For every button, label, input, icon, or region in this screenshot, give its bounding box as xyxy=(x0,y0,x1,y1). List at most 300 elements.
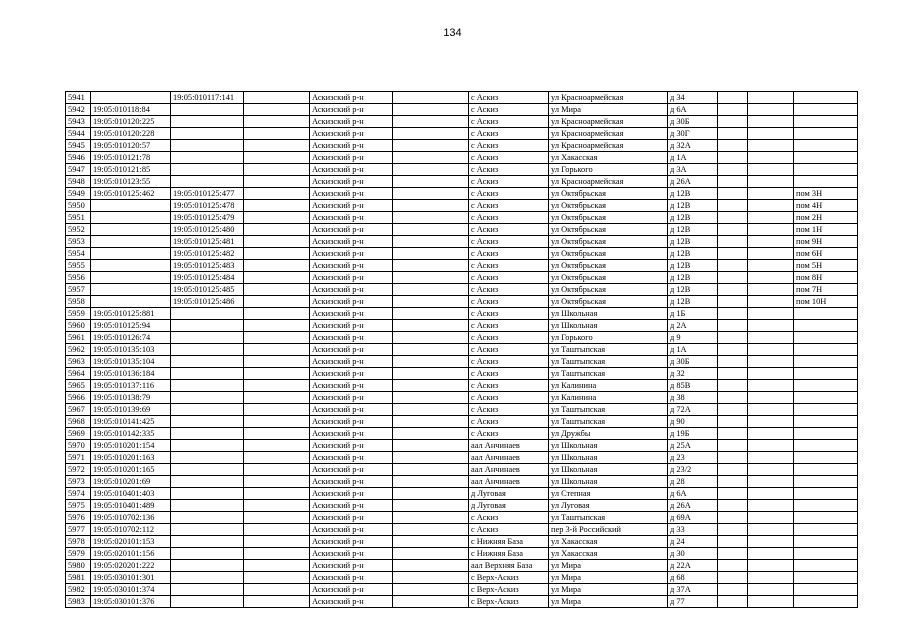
house-cell: д 6А xyxy=(668,488,718,500)
street-cell: ул Горького xyxy=(549,332,668,344)
table-row xyxy=(66,356,858,368)
district-cell: Аскизский р-н xyxy=(310,128,393,140)
house-cell: д 23/2 xyxy=(668,464,718,476)
row-number-cell: 5969 xyxy=(66,428,91,440)
house-cell: д 25А xyxy=(668,440,718,452)
table-row xyxy=(66,488,858,500)
blank-cell-c xyxy=(718,236,748,248)
settlement-cell: с Аскиз xyxy=(469,188,549,200)
parcel-number-cell: 19:05:020101:156 xyxy=(91,548,171,560)
premises-cell xyxy=(794,488,858,500)
parcel-number-cell: 19:05:010121:85 xyxy=(91,164,171,176)
blank-cell-b xyxy=(393,224,469,236)
blank-cell-b xyxy=(393,404,469,416)
table-row xyxy=(66,584,858,596)
blank-cell-d xyxy=(748,500,794,512)
blank-cell-c xyxy=(718,476,748,488)
row-number-cell: 5967 xyxy=(66,404,91,416)
blank-cell-d xyxy=(748,212,794,224)
blank-cell-a xyxy=(244,140,310,152)
blank-cell-d xyxy=(748,104,794,116)
blank-cell-b xyxy=(393,116,469,128)
object-number-cell xyxy=(171,368,244,380)
district-cell: Аскизский р-н xyxy=(310,284,393,296)
house-cell: д 12В xyxy=(668,296,718,308)
blank-cell-b xyxy=(393,368,469,380)
blank-cell-c xyxy=(718,200,748,212)
district-cell: Аскизский р-н xyxy=(310,140,393,152)
blank-cell-c xyxy=(718,344,748,356)
blank-cell-d xyxy=(748,596,794,608)
settlement-cell: с Аскиз xyxy=(469,332,549,344)
district-cell: Аскизский р-н xyxy=(310,116,393,128)
premises-cell xyxy=(794,356,858,368)
blank-cell-a xyxy=(244,200,310,212)
property-register-table xyxy=(65,91,858,608)
street-cell: ул Октябрьская xyxy=(549,284,668,296)
street-cell: ул Луговая xyxy=(549,500,668,512)
row-number-cell: 5971 xyxy=(66,452,91,464)
blank-cell-c xyxy=(718,128,748,140)
street-cell: ул Таштыпская xyxy=(549,368,668,380)
blank-cell-d xyxy=(748,452,794,464)
settlement-cell: с Нижняя База xyxy=(469,536,549,548)
blank-cell-b xyxy=(393,296,469,308)
table-row xyxy=(66,596,858,608)
blank-cell-b xyxy=(393,584,469,596)
district-cell: Аскизский р-н xyxy=(310,452,393,464)
table-row xyxy=(66,548,858,560)
premises-cell xyxy=(794,392,858,404)
premises-cell xyxy=(794,128,858,140)
table-row xyxy=(66,332,858,344)
premises-cell xyxy=(794,116,858,128)
table-row xyxy=(66,140,858,152)
object-number-cell: 19:05:010125:482 xyxy=(171,248,244,260)
house-cell: д 90 xyxy=(668,416,718,428)
object-number-cell xyxy=(171,320,244,332)
parcel-number-cell: 19:05:010123:55 xyxy=(91,176,171,188)
parcel-number-cell: 19:05:010401:403 xyxy=(91,488,171,500)
district-cell: Аскизский р-н xyxy=(310,164,393,176)
row-number-cell: 5954 xyxy=(66,248,91,260)
table-row xyxy=(66,368,858,380)
district-cell: Аскизский р-н xyxy=(310,104,393,116)
blank-cell-c xyxy=(718,116,748,128)
street-cell: ул Хакасская xyxy=(549,548,668,560)
blank-cell-b xyxy=(393,188,469,200)
parcel-number-cell: 19:05:020201:222 xyxy=(91,560,171,572)
blank-cell-d xyxy=(748,416,794,428)
settlement-cell: с Аскиз xyxy=(469,308,549,320)
premises-cell: пом 6Н xyxy=(794,248,858,260)
blank-cell-b xyxy=(393,440,469,452)
house-cell: д 23 xyxy=(668,452,718,464)
object-number-cell xyxy=(171,176,244,188)
blank-cell-b xyxy=(393,428,469,440)
settlement-cell: с Аскиз xyxy=(469,152,549,164)
house-cell: д 22А xyxy=(668,560,718,572)
row-number-cell: 5961 xyxy=(66,332,91,344)
premises-cell xyxy=(794,452,858,464)
blank-cell-b xyxy=(393,548,469,560)
street-cell: ул Дружбы xyxy=(549,428,668,440)
settlement-cell: с Аскиз xyxy=(469,140,549,152)
premises-cell xyxy=(794,308,858,320)
object-number-cell xyxy=(171,404,244,416)
parcel-number-cell: 19:05:030101:374 xyxy=(91,584,171,596)
settlement-cell: с Аскиз xyxy=(469,344,549,356)
object-number-cell: 19:05:010125:478 xyxy=(171,200,244,212)
house-cell: д 32 xyxy=(668,368,718,380)
table-row xyxy=(66,512,858,524)
blank-cell-d xyxy=(748,116,794,128)
object-number-cell: 19:05:010125:477 xyxy=(171,188,244,200)
house-cell: д 68 xyxy=(668,572,718,584)
street-cell: ул Таштыпская xyxy=(549,344,668,356)
street-cell: ул Мира xyxy=(549,584,668,596)
settlement-cell: аал Анчинаев xyxy=(469,476,549,488)
street-cell: ул Горького xyxy=(549,164,668,176)
table-row xyxy=(66,452,858,464)
settlement-cell: с Аскиз xyxy=(469,380,549,392)
blank-cell-a xyxy=(244,356,310,368)
street-cell: ул Школьная xyxy=(549,308,668,320)
parcel-number-cell: 19:05:010138:79 xyxy=(91,392,171,404)
row-number-cell: 5968 xyxy=(66,416,91,428)
blank-cell-c xyxy=(718,548,748,560)
blank-cell-a xyxy=(244,440,310,452)
blank-cell-b xyxy=(393,284,469,296)
street-cell: ул Школьная xyxy=(549,464,668,476)
parcel-number-cell: 19:05:010125:94 xyxy=(91,320,171,332)
blank-cell-b xyxy=(393,560,469,572)
house-cell: д 26А xyxy=(668,500,718,512)
district-cell: Аскизский р-н xyxy=(310,272,393,284)
premises-cell: пом 8Н xyxy=(794,272,858,284)
premises-cell: пом 5Н xyxy=(794,260,858,272)
blank-cell-c xyxy=(718,488,748,500)
object-number-cell xyxy=(171,572,244,584)
blank-cell-a xyxy=(244,116,310,128)
blank-cell-b xyxy=(393,572,469,584)
parcel-number-cell xyxy=(91,284,171,296)
settlement-cell: с Аскиз xyxy=(469,224,549,236)
object-number-cell xyxy=(171,476,244,488)
parcel-number-cell: 19:05:020101:153 xyxy=(91,536,171,548)
blank-cell-d xyxy=(748,188,794,200)
premises-cell xyxy=(794,536,858,548)
row-number-cell: 5979 xyxy=(66,548,91,560)
blank-cell-c xyxy=(718,212,748,224)
blank-cell-b xyxy=(393,416,469,428)
blank-cell-a xyxy=(244,524,310,536)
blank-cell-a xyxy=(244,212,310,224)
parcel-number-cell: 19:05:010201:163 xyxy=(91,452,171,464)
district-cell: Аскизский р-н xyxy=(310,188,393,200)
parcel-number-cell xyxy=(91,212,171,224)
street-cell: ул Таштыпская xyxy=(549,512,668,524)
table-row xyxy=(66,200,858,212)
table-row xyxy=(66,440,858,452)
house-cell: д 12В xyxy=(668,260,718,272)
district-cell: Аскизский р-н xyxy=(310,476,393,488)
district-cell: Аскизский р-н xyxy=(310,92,393,104)
settlement-cell: с Аскиз xyxy=(469,236,549,248)
table-row xyxy=(66,116,858,128)
blank-cell-d xyxy=(748,92,794,104)
blank-cell-c xyxy=(718,284,748,296)
row-number-cell: 5949 xyxy=(66,188,91,200)
blank-cell-a xyxy=(244,296,310,308)
object-number-cell: 19:05:010117:141 xyxy=(171,92,244,104)
district-cell: Аскизский р-н xyxy=(310,584,393,596)
blank-cell-c xyxy=(718,524,748,536)
blank-cell-a xyxy=(244,128,310,140)
object-number-cell xyxy=(171,128,244,140)
street-cell: ул Школьная xyxy=(549,452,668,464)
object-number-cell xyxy=(171,380,244,392)
blank-cell-b xyxy=(393,392,469,404)
blank-cell-d xyxy=(748,200,794,212)
house-cell: д 3А xyxy=(668,164,718,176)
parcel-number-cell xyxy=(91,260,171,272)
blank-cell-b xyxy=(393,152,469,164)
blank-cell-a xyxy=(244,548,310,560)
district-cell: Аскизский р-н xyxy=(310,596,393,608)
blank-cell-c xyxy=(718,272,748,284)
table-row xyxy=(66,560,858,572)
blank-cell-c xyxy=(718,140,748,152)
object-number-cell xyxy=(171,392,244,404)
row-number-cell: 5976 xyxy=(66,512,91,524)
premises-cell: пом 1Н xyxy=(794,224,858,236)
district-cell: Аскизский р-н xyxy=(310,536,393,548)
parcel-number-cell: 19:05:010118:84 xyxy=(91,104,171,116)
object-number-cell: 19:05:010125:479 xyxy=(171,212,244,224)
street-cell: ул Октябрьская xyxy=(549,200,668,212)
blank-cell-c xyxy=(718,152,748,164)
blank-cell-c xyxy=(718,560,748,572)
house-cell: д 30Б xyxy=(668,116,718,128)
settlement-cell: д Луговая xyxy=(469,500,549,512)
settlement-cell: с Верх-Аскиз xyxy=(469,596,549,608)
table-row xyxy=(66,380,858,392)
page-number: 134 xyxy=(443,27,462,39)
blank-cell-c xyxy=(718,164,748,176)
row-number-cell: 5952 xyxy=(66,224,91,236)
street-cell: ул Октябрьская xyxy=(549,260,668,272)
street-cell: ул Школьная xyxy=(549,320,668,332)
blank-cell-b xyxy=(393,176,469,188)
premises-cell xyxy=(794,416,858,428)
parcel-number-cell: 19:05:010135:103 xyxy=(91,344,171,356)
parcel-number-cell: 19:05:010702:112 xyxy=(91,524,171,536)
street-cell: ул Мира xyxy=(549,572,668,584)
table-row xyxy=(66,92,858,104)
blank-cell-a xyxy=(244,512,310,524)
table-row xyxy=(66,176,858,188)
house-cell: д 12В xyxy=(668,272,718,284)
street-cell: ул Октябрьская xyxy=(549,248,668,260)
blank-cell-a xyxy=(244,176,310,188)
blank-cell-b xyxy=(393,128,469,140)
premises-cell xyxy=(794,572,858,584)
blank-cell-b xyxy=(393,164,469,176)
settlement-cell: с Аскиз xyxy=(469,296,549,308)
blank-cell-b xyxy=(393,212,469,224)
district-cell: Аскизский р-н xyxy=(310,224,393,236)
table-row xyxy=(66,164,858,176)
row-number-cell: 5948 xyxy=(66,176,91,188)
blank-cell-d xyxy=(748,224,794,236)
row-number-cell: 5951 xyxy=(66,212,91,224)
object-number-cell xyxy=(171,440,244,452)
blank-cell-d xyxy=(748,512,794,524)
blank-cell-c xyxy=(718,368,748,380)
premises-cell xyxy=(794,344,858,356)
settlement-cell: с Аскиз xyxy=(469,176,549,188)
blank-cell-a xyxy=(244,488,310,500)
parcel-number-cell: 19:05:010702:136 xyxy=(91,512,171,524)
row-number-cell: 5946 xyxy=(66,152,91,164)
premises-cell xyxy=(794,560,858,572)
table-row xyxy=(66,152,858,164)
premises-cell xyxy=(794,104,858,116)
object-number-cell xyxy=(171,548,244,560)
district-cell: Аскизский р-н xyxy=(310,560,393,572)
blank-cell-b xyxy=(393,248,469,260)
premises-cell xyxy=(794,380,858,392)
blank-cell-b xyxy=(393,344,469,356)
house-cell: д 12В xyxy=(668,236,718,248)
blank-cell-d xyxy=(748,536,794,548)
table-row xyxy=(66,296,858,308)
blank-cell-c xyxy=(718,440,748,452)
premises-cell xyxy=(794,92,858,104)
blank-cell-b xyxy=(393,272,469,284)
district-cell: Аскизский р-н xyxy=(310,248,393,260)
parcel-number-cell xyxy=(91,92,171,104)
blank-cell-c xyxy=(718,380,748,392)
blank-cell-d xyxy=(748,380,794,392)
row-number-cell: 5950 xyxy=(66,200,91,212)
blank-cell-d xyxy=(748,164,794,176)
blank-cell-c xyxy=(718,104,748,116)
parcel-number-cell: 19:05:010136:184 xyxy=(91,368,171,380)
settlement-cell: с Нижняя База xyxy=(469,548,549,560)
street-cell: ул Красноармейская xyxy=(549,176,668,188)
settlement-cell: с Аскиз xyxy=(469,524,549,536)
row-number-cell: 5955 xyxy=(66,260,91,272)
house-cell: д 12В xyxy=(668,224,718,236)
object-number-cell: 19:05:010125:486 xyxy=(171,296,244,308)
blank-cell-d xyxy=(748,272,794,284)
parcel-number-cell: 19:05:010201:69 xyxy=(91,476,171,488)
blank-cell-a xyxy=(244,308,310,320)
parcel-number-cell xyxy=(91,200,171,212)
house-cell: д 12В xyxy=(668,212,718,224)
premises-cell: пом 4Н xyxy=(794,200,858,212)
blank-cell-c xyxy=(718,536,748,548)
settlement-cell: с Аскиз xyxy=(469,368,549,380)
house-cell: д 9 xyxy=(668,332,718,344)
street-cell: ул Октябрьская xyxy=(549,296,668,308)
blank-cell-d xyxy=(748,476,794,488)
table-row xyxy=(66,536,858,548)
object-number-cell xyxy=(171,596,244,608)
row-number-cell: 5965 xyxy=(66,380,91,392)
object-number-cell xyxy=(171,308,244,320)
house-cell: д 72А xyxy=(668,404,718,416)
row-number-cell: 5947 xyxy=(66,164,91,176)
house-cell: д 1Б xyxy=(668,308,718,320)
blank-cell-b xyxy=(393,332,469,344)
row-number-cell: 5942 xyxy=(66,104,91,116)
blank-cell-b xyxy=(393,524,469,536)
blank-cell-a xyxy=(244,236,310,248)
blank-cell-a xyxy=(244,164,310,176)
table-row xyxy=(66,320,858,332)
parcel-number-cell: 19:05:010135:104 xyxy=(91,356,171,368)
table-row xyxy=(66,500,858,512)
parcel-number-cell: 19:05:010120:57 xyxy=(91,140,171,152)
parcel-number-cell: 19:05:010125:881 xyxy=(91,308,171,320)
district-cell: Аскизский р-н xyxy=(310,416,393,428)
blank-cell-d xyxy=(748,248,794,260)
settlement-cell: с Аскиз xyxy=(469,272,549,284)
house-cell: д 77 xyxy=(668,596,718,608)
blank-cell-b xyxy=(393,536,469,548)
settlement-cell: с Аскиз xyxy=(469,116,549,128)
object-number-cell: 19:05:010125:483 xyxy=(171,260,244,272)
blank-cell-d xyxy=(748,440,794,452)
object-number-cell xyxy=(171,452,244,464)
blank-cell-b xyxy=(393,104,469,116)
street-cell: ул Красноармейская xyxy=(549,116,668,128)
blank-cell-b xyxy=(393,476,469,488)
house-cell: д 26А xyxy=(668,176,718,188)
row-number-cell: 5974 xyxy=(66,488,91,500)
premises-cell: пом 7Н xyxy=(794,284,858,296)
blank-cell-a xyxy=(244,596,310,608)
blank-cell-a xyxy=(244,260,310,272)
district-cell: Аскизский р-н xyxy=(310,464,393,476)
object-number-cell xyxy=(171,488,244,500)
district-cell: Аскизский р-н xyxy=(310,296,393,308)
street-cell: ул Мира xyxy=(549,104,668,116)
street-cell: ул Таштыпская xyxy=(549,404,668,416)
house-cell: д 69А xyxy=(668,512,718,524)
blank-cell-a xyxy=(244,272,310,284)
blank-cell-d xyxy=(748,464,794,476)
settlement-cell: с Верх-Аскиз xyxy=(469,572,549,584)
house-cell: д 28 xyxy=(668,476,718,488)
district-cell: Аскизский р-н xyxy=(310,512,393,524)
street-cell: ул Калинина xyxy=(549,392,668,404)
row-number-cell: 5945 xyxy=(66,140,91,152)
street-cell: ул Октябрьская xyxy=(549,236,668,248)
street-cell: ул Октябрьская xyxy=(549,272,668,284)
blank-cell-a xyxy=(244,452,310,464)
settlement-cell: с Аскиз xyxy=(469,404,549,416)
settlement-cell: с Аскиз xyxy=(469,428,549,440)
blank-cell-a xyxy=(244,368,310,380)
parcel-number-cell: 19:05:010141:425 xyxy=(91,416,171,428)
house-cell: д 85В xyxy=(668,380,718,392)
row-number-cell: 5980 xyxy=(66,560,91,572)
parcel-number-cell: 19:05:010401:489 xyxy=(91,500,171,512)
